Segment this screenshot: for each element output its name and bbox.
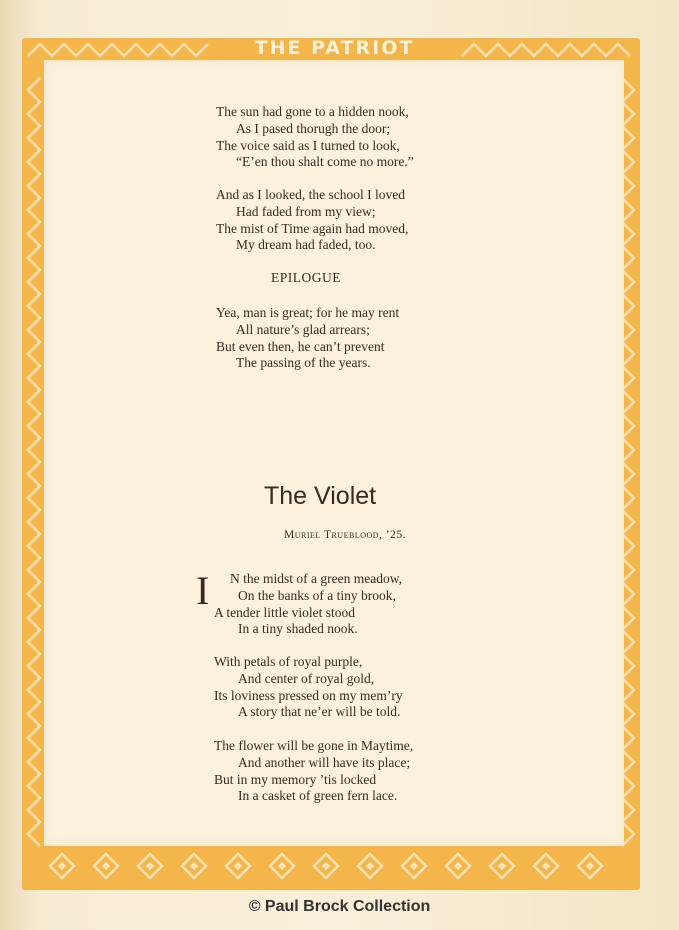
verse-line: And center of royal gold, [238, 670, 375, 686]
verse-line: Its loviness pressed on my mem’ry [214, 687, 403, 703]
verse-line: The mist of Time again had moved, [216, 220, 409, 236]
verse-line: The flower will be gone in Maytime, [214, 738, 414, 753]
verse-line: The passing of the years. [236, 355, 371, 371]
poem-title: The Violet [264, 482, 377, 510]
verse-line: And as I looked, the school I loved [216, 187, 405, 202]
drop-cap: I [196, 568, 210, 613]
poem1-stanza2 [216, 187, 408, 254]
epilogue-heading: EPILOGUE [271, 270, 341, 285]
verse-line: A story that ne’er will be told. [238, 704, 401, 720]
verse-line: The voice said as I turned to look, [216, 137, 400, 153]
page-content-area [44, 60, 624, 846]
verse-line: A tender little violet stood [214, 604, 355, 620]
verse-line: On the banks of a tiny brook, [238, 587, 396, 603]
poem1-stanza1 [216, 104, 414, 171]
verse-line: The sun had gone to a hidden nook, [216, 104, 409, 119]
masthead-title: THE PATRIOT [254, 37, 415, 59]
verse-line: But even then, he can’t prevent [216, 338, 385, 354]
poem-author: Muriel Trueblood, ’25. [284, 529, 406, 541]
copyright-caption: © Paul Brock Collection [248, 898, 431, 915]
verse-line: N the midst of a green meadow, [230, 571, 402, 586]
verse-line: And another will have its place; [238, 754, 411, 770]
verse-line: As I pased thorugh the door; [236, 120, 391, 136]
poem2-stanza1 [214, 571, 402, 638]
verse-line: Yea, man is great; for he may rent [216, 305, 400, 320]
verse-line: All nature’s glad arrears; [236, 321, 370, 337]
verse-line: In a casket of green fern lace. [238, 788, 398, 804]
poem1-stanza3 [216, 305, 399, 372]
verse-line: My dream had faded, too. [236, 237, 376, 253]
verse-line: Had faded from my view; [236, 203, 376, 219]
verse-line: In a tiny shaded nook. [238, 621, 358, 637]
verse-line: “E’en thou shalt come no more.” [236, 154, 414, 170]
verse-line: With petals of royal purple, [214, 654, 363, 669]
poem2-stanza2 [214, 654, 403, 721]
poem2-stanza3 [214, 738, 413, 805]
verse-line: But in my memory ’tis locked [214, 771, 377, 787]
